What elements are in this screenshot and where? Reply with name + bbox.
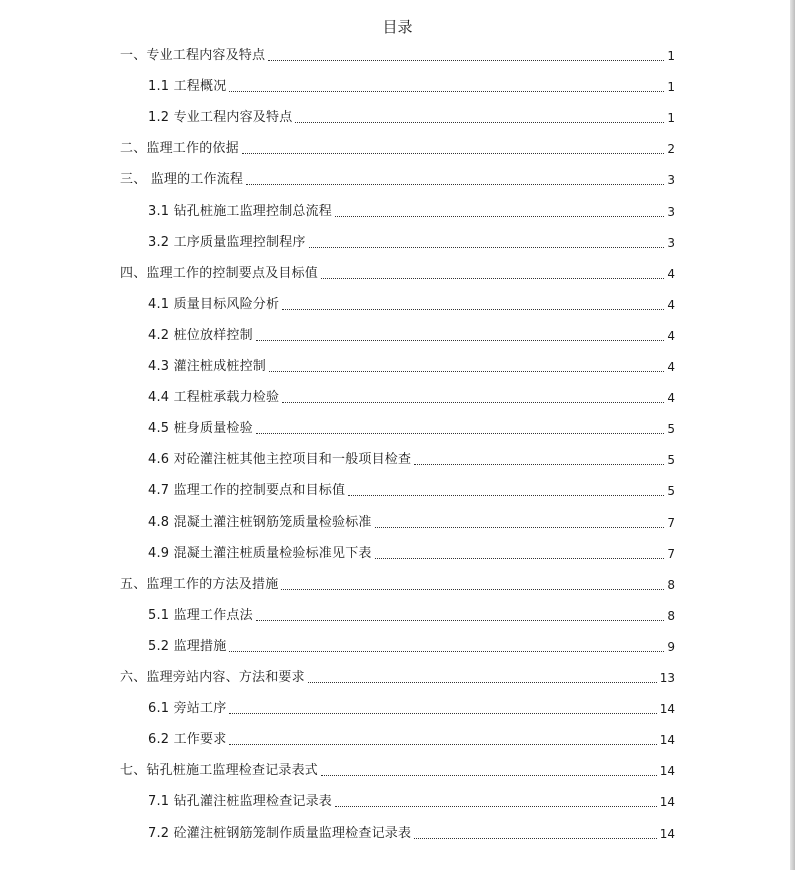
toc-entry-page: 13 <box>659 671 675 685</box>
toc-entry-label: 五、监理工作的方法及措施 <box>120 577 279 592</box>
toc-entry-label: 3.1 钻孔桩施工监理控制总流程 <box>148 204 333 219</box>
toc-leader-dots <box>229 713 656 714</box>
toc-entry[interactable] <box>120 263 675 283</box>
toc-leader-dots <box>242 153 665 154</box>
toc-entry[interactable] <box>148 232 675 252</box>
toc-entry-label: 六、监理旁站内容、方法和要求 <box>120 670 305 685</box>
toc-entry[interactable] <box>148 449 675 469</box>
toc-entry-label: 4.6 对砼灌注桩其他主控项目和一般项目检查 <box>148 452 412 467</box>
toc-leader-dots <box>282 402 664 403</box>
toc-leader-dots <box>282 309 664 310</box>
toc-leader-dots <box>335 216 664 217</box>
toc-entry-page: 8 <box>667 578 675 592</box>
toc-entry[interactable] <box>148 76 675 96</box>
toc-leader-dots <box>414 838 657 839</box>
toc-leader-dots <box>246 184 664 185</box>
toc-entry[interactable] <box>148 636 675 656</box>
toc-entry[interactable] <box>148 480 675 500</box>
toc-entry-label: 4.7 监理工作的控制要点和目标值 <box>148 483 346 498</box>
toc-entry[interactable] <box>148 201 675 221</box>
toc-entry[interactable] <box>148 605 675 625</box>
toc-entry[interactable] <box>148 791 675 811</box>
toc-entry-label: 7.1 钻孔灌注桩监理检查记录表 <box>148 794 333 809</box>
toc-entry-label: 6.2 工作要求 <box>148 732 227 747</box>
toc-leader-dots <box>375 527 665 528</box>
toc-entry-page: 4 <box>667 298 675 312</box>
toc-leader-dots <box>256 620 665 621</box>
toc-entry-label: 5.2 监理措施 <box>148 639 227 654</box>
toc-entry[interactable] <box>148 512 675 532</box>
toc-leader-dots <box>269 371 664 372</box>
toc-title: 目录 <box>382 18 413 36</box>
toc-entry-page: 2 <box>667 142 675 156</box>
toc-entry[interactable] <box>120 667 675 687</box>
toc-leader-dots <box>229 744 656 745</box>
toc-entry-label: 4.5 桩身质量检验 <box>148 421 253 436</box>
toc-entry-label: 7.2 砼灌注桩钢筋笼制作质量监理检查记录表 <box>148 826 412 841</box>
toc-entry-page: 7 <box>667 516 675 530</box>
toc-leader-dots <box>335 806 657 807</box>
toc-entry-page: 9 <box>667 640 675 654</box>
toc-leader-dots <box>321 775 657 776</box>
toc-leader-dots <box>375 558 665 559</box>
toc-entry-page: 8 <box>667 609 675 623</box>
toc-entry[interactable] <box>148 325 675 345</box>
toc-leader-dots <box>321 278 664 279</box>
toc-leader-dots <box>256 340 665 341</box>
toc-entry-label: 4.1 质量目标风险分析 <box>148 297 280 312</box>
toc-entry-page: 14 <box>659 764 675 778</box>
toc-entry-label: 4.2 桩位放样控制 <box>148 328 253 343</box>
toc-entry-label: 三、 监理的工作流程 <box>120 172 244 187</box>
toc-entry-label: 二、监理工作的依据 <box>120 141 239 156</box>
toc-entry-label: 七、钻孔桩施工监理检查记录表式 <box>120 763 319 778</box>
toc-entry-page: 1 <box>667 49 675 63</box>
toc-entry[interactable] <box>120 138 675 158</box>
toc-entry-label: 1.2 专业工程内容及特点 <box>148 110 293 125</box>
toc-entry[interactable] <box>148 418 675 438</box>
toc-entry[interactable] <box>148 823 675 843</box>
toc-entry[interactable] <box>148 107 675 127</box>
toc-entry[interactable] <box>148 387 675 407</box>
toc-entry-page: 3 <box>667 173 675 187</box>
toc-entry-page: 4 <box>667 360 675 374</box>
toc-entry-label: 1.1 工程概况 <box>148 79 227 94</box>
toc-entry-page: 14 <box>659 795 675 809</box>
toc-entry-page: 4 <box>667 267 675 281</box>
toc-entry-page: 5 <box>667 453 675 467</box>
toc-entry-page: 14 <box>659 733 675 747</box>
toc-leader-dots <box>348 495 664 496</box>
toc-entry-page: 5 <box>667 422 675 436</box>
toc-entry[interactable] <box>120 574 675 594</box>
toc-entry-page: 3 <box>667 236 675 250</box>
toc-leader-dots <box>308 682 657 683</box>
toc-entry[interactable] <box>120 45 675 65</box>
toc-entry-label: 四、监理工作的控制要点及目标值 <box>120 266 319 281</box>
toc-entry-label: 4.9 混凝土灌注桩质量检验标准见下表 <box>148 546 372 561</box>
toc-leader-dots <box>229 91 664 92</box>
toc-entry-page: 4 <box>667 391 675 405</box>
toc-entry[interactable] <box>120 169 675 189</box>
toc-leader-dots <box>256 433 665 434</box>
toc-entry-label: 6.1 旁站工序 <box>148 701 227 716</box>
toc-entry-page: 1 <box>667 80 675 94</box>
toc-leader-dots <box>281 589 664 590</box>
toc-leader-dots <box>229 651 664 652</box>
toc-entry-label: 3.2 工序质量监理控制程序 <box>148 235 306 250</box>
toc-leader-dots <box>309 247 665 248</box>
toc-entry-page: 14 <box>659 827 675 841</box>
toc-entry[interactable] <box>148 543 675 563</box>
toc-entry-page: 3 <box>667 205 675 219</box>
toc-entry-page: 7 <box>667 547 675 561</box>
toc-entry-label: 一、专业工程内容及特点 <box>120 48 266 63</box>
toc-entry-page: 5 <box>667 484 675 498</box>
toc-entry-label: 4.4 工程桩承载力检验 <box>148 390 280 405</box>
toc-entry[interactable] <box>148 729 675 749</box>
toc-entry-label: 4.3 灌注桩成桩控制 <box>148 359 267 374</box>
toc-entry[interactable] <box>148 294 675 314</box>
toc-entry[interactable] <box>120 760 675 780</box>
toc-entry-page: 14 <box>659 702 675 716</box>
toc-leader-dots <box>414 464 664 465</box>
toc-entry-page: 1 <box>667 111 675 125</box>
toc-entry-page: 4 <box>667 329 675 343</box>
toc-entry[interactable] <box>148 356 675 376</box>
toc-entry[interactable] <box>148 698 675 718</box>
toc-leader-dots <box>295 122 664 123</box>
toc-entry-label: 5.1 监理工作点法 <box>148 608 253 623</box>
toc-leader-dots <box>268 60 664 61</box>
toc-entry-label: 4.8 混凝土灌注桩钢筋笼质量检验标准 <box>148 515 372 530</box>
